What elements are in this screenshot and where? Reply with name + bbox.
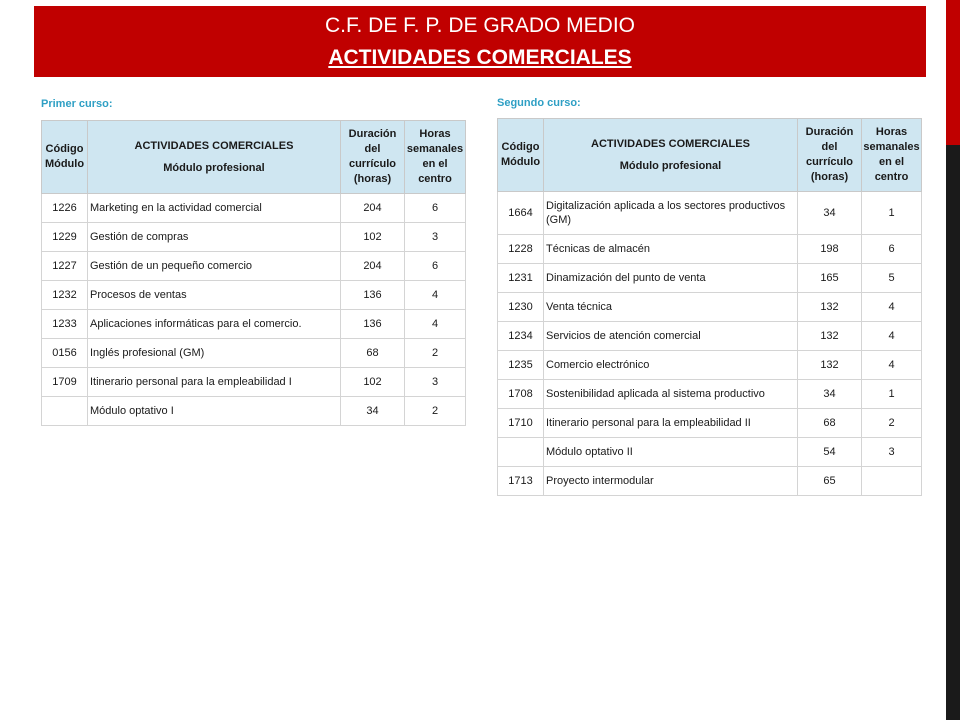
module-hours-cell: 6	[405, 194, 466, 223]
module-name-cell: Módulo optativo I	[88, 397, 341, 426]
table-row	[498, 438, 922, 467]
table-header-row	[42, 121, 466, 194]
header-hours: Horas semanales en el centro	[405, 121, 466, 194]
header-duration: Duración del currículo (horas)	[341, 121, 405, 194]
table-row	[42, 397, 466, 426]
module-hours-cell	[862, 467, 922, 496]
header-code: Código Módulo	[42, 121, 88, 194]
module-hours-cell: 6	[405, 252, 466, 281]
module-hours-cell: 1	[862, 192, 922, 235]
module-code-cell: 1230	[498, 293, 544, 322]
table-row	[498, 192, 922, 235]
header-module: ACTIVIDADES COMERCIALES Módulo profesional	[88, 121, 341, 194]
module-duration-cell: 204	[341, 252, 405, 281]
table-row	[498, 351, 922, 380]
title-line-1: C.F. DE F. P. DE GRADO MEDIO	[325, 14, 635, 37]
table-row	[498, 293, 922, 322]
header-hours: Horas semanales en el centro	[862, 119, 922, 192]
module-code-cell: 1228	[498, 235, 544, 264]
module-duration-cell: 34	[798, 192, 862, 235]
module-duration-cell: 132	[798, 351, 862, 380]
module-name-cell: Gestión de un pequeño comercio	[88, 252, 341, 281]
module-name-cell: Venta técnica	[544, 293, 798, 322]
table-row	[42, 310, 466, 339]
first-course-table	[41, 120, 466, 426]
module-hours-cell: 6	[862, 235, 922, 264]
module-hours-cell: 4	[862, 322, 922, 351]
module-hours-cell: 2	[405, 397, 466, 426]
module-code-cell: 1664	[498, 192, 544, 235]
table-row	[42, 339, 466, 368]
module-code-cell: 1227	[42, 252, 88, 281]
module-code-cell	[498, 438, 544, 467]
module-hours-cell: 3	[405, 223, 466, 252]
header-module: ACTIVIDADES COMERCIALES Módulo profesional	[544, 119, 798, 192]
module-duration-cell: 136	[341, 310, 405, 339]
module-duration-cell: 165	[798, 264, 862, 293]
header-code: Código Módulo	[498, 119, 544, 192]
module-hours-cell: 4	[862, 351, 922, 380]
table-row	[498, 409, 922, 438]
module-hours-cell: 4	[405, 310, 466, 339]
table-row	[498, 322, 922, 351]
module-name-cell: Digitalización aplicada a los sectores productivos (GM)	[544, 192, 798, 235]
module-name-cell: Técnicas de almacén	[544, 235, 798, 264]
module-hours-cell: 4	[405, 281, 466, 310]
table-row	[498, 380, 922, 409]
module-duration-cell: 204	[341, 194, 405, 223]
first-course-label: Primer curso:	[41, 98, 113, 110]
module-name-cell: Aplicaciones informáticas para el comercio.	[88, 310, 341, 339]
module-duration-cell: 65	[798, 467, 862, 496]
table-row	[498, 467, 922, 496]
module-hours-cell: 3	[405, 368, 466, 397]
table-row	[498, 235, 922, 264]
module-name-cell: Gestión de compras	[88, 223, 341, 252]
module-duration-cell: 54	[798, 438, 862, 467]
module-code-cell: 1708	[498, 380, 544, 409]
module-name-cell: Itinerario personal para la empleabilidad II	[544, 409, 798, 438]
module-hours-cell: 5	[862, 264, 922, 293]
module-code-cell: 1231	[498, 264, 544, 293]
module-code-cell: 1710	[498, 409, 544, 438]
second-course-label: Segundo curso:	[497, 97, 581, 109]
module-duration-cell: 68	[341, 339, 405, 368]
second-course-body	[498, 192, 922, 496]
module-code-cell: 1229	[42, 223, 88, 252]
title-line-2: ACTIVIDADES COMERCIALES	[328, 46, 632, 69]
module-hours-cell: 2	[405, 339, 466, 368]
module-name-cell: Itinerario personal para la empleabilidad I	[88, 368, 341, 397]
module-name-cell: Procesos de ventas	[88, 281, 341, 310]
table-row	[42, 194, 466, 223]
module-code-cell: 1234	[498, 322, 544, 351]
table-row	[42, 223, 466, 252]
module-name-cell: Sostenibilidad aplicada al sistema productivo	[544, 380, 798, 409]
module-code-cell: 1233	[42, 310, 88, 339]
table-header-row	[498, 119, 922, 192]
module-code-cell: 1709	[42, 368, 88, 397]
first-course-body	[42, 194, 466, 426]
module-hours-cell: 2	[862, 409, 922, 438]
module-code-cell	[42, 397, 88, 426]
module-duration-cell: 198	[798, 235, 862, 264]
title-banner	[34, 6, 926, 77]
table-row	[42, 368, 466, 397]
module-duration-cell: 102	[341, 223, 405, 252]
module-name-cell: Dinamización del punto de venta	[544, 264, 798, 293]
module-name-cell: Inglés profesional (GM)	[88, 339, 341, 368]
module-code-cell: 1235	[498, 351, 544, 380]
module-hours-cell: 4	[862, 293, 922, 322]
module-duration-cell: 136	[341, 281, 405, 310]
module-code-cell: 1226	[42, 194, 88, 223]
second-course-table	[497, 118, 922, 496]
module-duration-cell: 102	[341, 368, 405, 397]
module-hours-cell: 1	[862, 380, 922, 409]
module-duration-cell: 132	[798, 293, 862, 322]
module-name-cell: Proyecto intermodular	[544, 467, 798, 496]
module-name-cell: Comercio electrónico	[544, 351, 798, 380]
table-row	[42, 252, 466, 281]
module-duration-cell: 34	[341, 397, 405, 426]
table-row	[42, 281, 466, 310]
module-code-cell: 0156	[42, 339, 88, 368]
table-row	[498, 264, 922, 293]
header-duration: Duración del currículo (horas)	[798, 119, 862, 192]
module-hours-cell: 3	[862, 438, 922, 467]
module-name-cell: Módulo optativo II	[544, 438, 798, 467]
module-duration-cell: 132	[798, 322, 862, 351]
module-name-cell: Marketing en la actividad comercial	[88, 194, 341, 223]
module-name-cell: Servicios de atención comercial	[544, 322, 798, 351]
module-code-cell: 1232	[42, 281, 88, 310]
side-accent-bar	[946, 0, 960, 145]
module-code-cell: 1713	[498, 467, 544, 496]
side-dark-bar	[946, 145, 960, 720]
module-duration-cell: 68	[798, 409, 862, 438]
module-duration-cell: 34	[798, 380, 862, 409]
